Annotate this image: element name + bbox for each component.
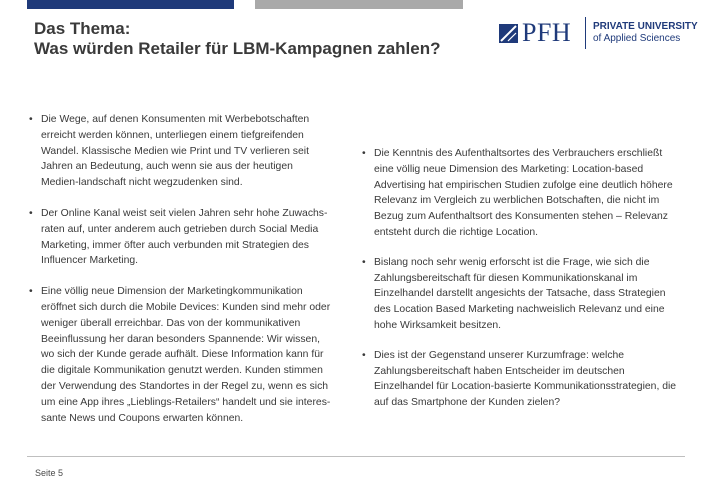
logo-text-line1: PRIVATE UNIVERSITY [593, 21, 698, 32]
right-bullet-list [360, 146, 680, 411]
logo-text-line2: of Applied Sciences [593, 33, 681, 44]
bullet-item: • Bislang noch sehr wenig erforscht ist die Frage, wie sich die Zahlungsbereitschaft für diesen Kommunikationskanal im Einzelhandel darstellt angesichts der Tatsache, dass Strategien des Location Based Marketing nachweislich Relevanz und eine hohe Wirksamkeit besitzen. [360, 255, 680, 334]
header-bar-blue [27, 0, 234, 9]
pfh-emblem-icon [499, 24, 518, 43]
bullet-item: • Eine völlig neue Dimension der Marketingkommunikation eröffnet sich durch die Mobile Devices: Kunden sind mehr oder weniger überall erreichbar. Das von der kommunikativen Beeinflussung her daran besonders Spannende: Wir wissen, wo sich der Kunde gerade aufhält. Diese Information kann für die digitale Kommunikation genutzt werden. Kunden stimmen der Verwendung des Standortes in der Regel zu, wenn es sich um eine App ihres „Lieblings-Retailers“ handelt und sie interes-sante News und Coupons erwarten können. [27, 284, 332, 426]
bullet-item: • Die Kenntnis des Aufenthaltsortes des Verbrauchers erschließt eine völlig neue Dimension des Marketing: Location-based Advertising hat empirischen Studien zufolge eine deutlich höhere Relevanz im Vergleich zu werblichen Botschaften, die nicht im Bezug zum Aufenthaltsort des Konsumenten stehen – Relevanz entsteht durch die richtige Location. [360, 146, 680, 241]
left-bullet-list [27, 112, 332, 426]
bullet-item: • Der Online Kanal weist seit vielen Jahren sehr hohe Zuwachs-raten auf, unter anderem auch getrieben durch Social Media Marketing, immer öfter auch verbunden mit Strategien des Influencer Marketing. [27, 206, 332, 269]
page-number: Seite 5 [35, 468, 64, 478]
logo-wordmark: PFH [522, 18, 572, 47]
bullet-item: • Dies ist der Gegenstand unserer Kurzumfrage: welche Zahlungsbereitschaft haben Entscheider im deutschen Einzelhandel für Location-basierte Kommunikationsstrategien, die auf das Smartphone der Kunden zielen? [360, 348, 680, 411]
header-bar-gray [255, 0, 463, 9]
left-column [27, 112, 332, 441]
slide-title [34, 19, 440, 59]
pfh-logo [499, 14, 698, 54]
slide-title-line1: Das Thema: [34, 19, 131, 38]
bullet-item: • Die Wege, auf denen Konsumenten mit Werbebotschaften erreicht werden können, unterliegen einem tiefgreifenden Wandel. Klassische Medien wie Print und TV verlieren seit Jahren an Bedeutung, auch wenn sie aus der heutigen Medien-landschaft nicht wegzudenken sind. [27, 112, 332, 191]
right-column [360, 146, 680, 425]
footer-divider [27, 456, 685, 457]
logo-divider [585, 17, 586, 49]
slide-title-line2: Was würden Retailer für LBM-Kampagnen zahlen? [34, 39, 441, 58]
